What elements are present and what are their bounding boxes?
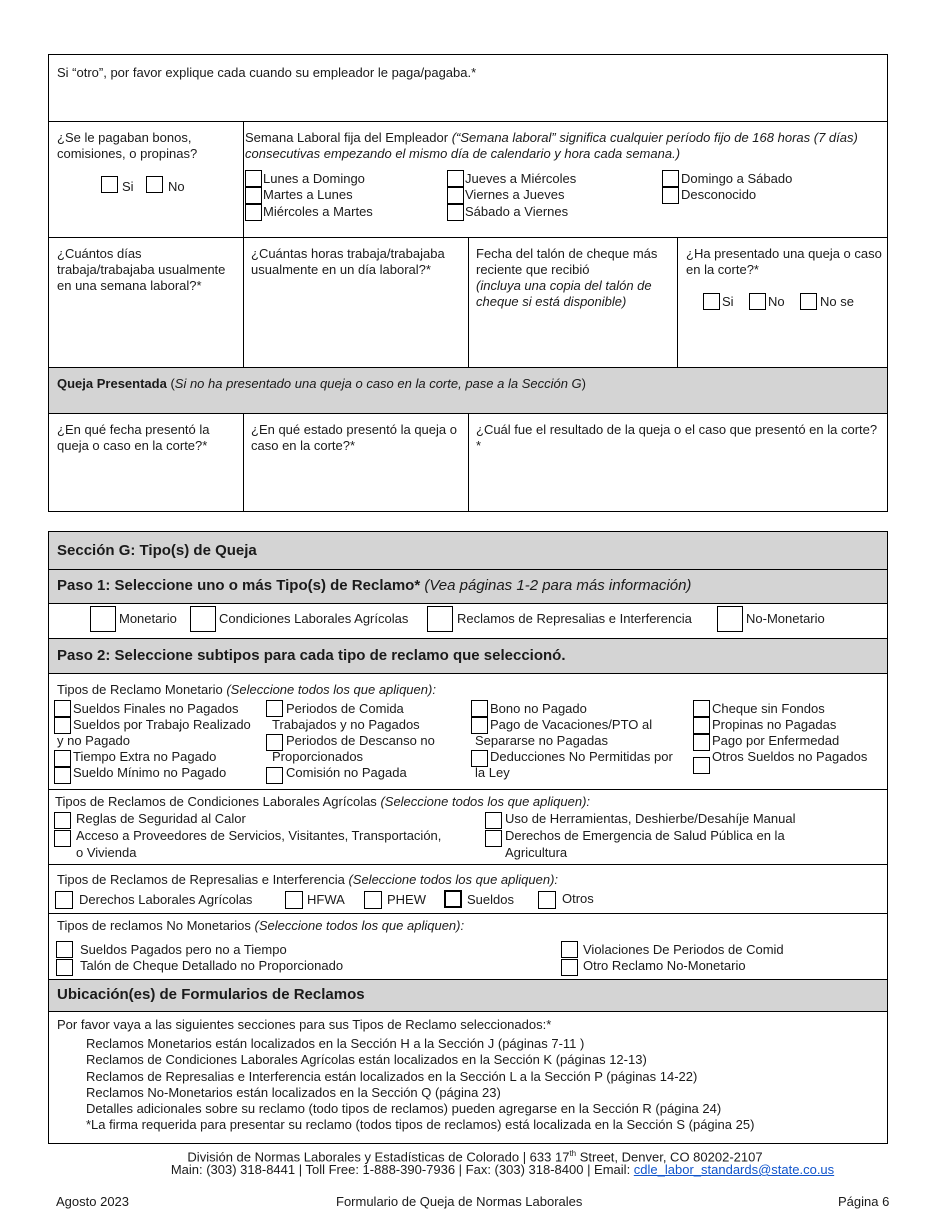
agricultural-subtypes-heading bbox=[55, 794, 590, 810]
hours-per-day-question: ¿Cuántas horas trabaja/trabajaba usualmente en un día laboral?* bbox=[251, 246, 445, 277]
monetary-title: Tipos de Reclamo Monetario bbox=[57, 682, 223, 697]
retaliation-subtypes-heading bbox=[57, 872, 558, 888]
complaint-si-checkbox[interactable] bbox=[703, 293, 720, 310]
location-line: Reclamos Monetarios están localizados en la Sección H a la Sección J (páginas 7-11 ) bbox=[86, 1036, 585, 1051]
footer-date: Agosto 2023 bbox=[56, 1194, 130, 1209]
monetary-checkbox-minimum-wage[interactable] bbox=[54, 767, 71, 784]
claim-form-locations-title: Ubicación(es) de Formularios de Reclamos bbox=[57, 986, 365, 1003]
workweek-title: Semana Laboral fija del Empleador bbox=[245, 130, 449, 145]
footer-page-number: Página 6 bbox=[838, 1194, 890, 1209]
paystub-label: Fecha del talón de cheque más reciente que recibió bbox=[476, 246, 658, 277]
agri-checkbox-access[interactable] bbox=[54, 830, 71, 847]
filed-complaint-title: Queja Presentada bbox=[57, 376, 167, 391]
org-address-sup: th bbox=[569, 1149, 577, 1158]
retaliation-option: Otros bbox=[562, 891, 594, 906]
workweek-option: Sábado a Viernes bbox=[465, 204, 569, 219]
bonus-no-label: No bbox=[168, 179, 185, 194]
retaliation-checkbox-wages[interactable] bbox=[444, 890, 462, 908]
monetary-option-cont: y no Pagado bbox=[57, 733, 131, 748]
agri-checkbox-heat-safety[interactable] bbox=[54, 812, 71, 829]
location-line: Reclamos de Condiciones Laborales Agrícolas están localizados en la Sección K (páginas 12-13) bbox=[86, 1052, 647, 1067]
footer-form-title: Formulario de Queja de Normas Laborales bbox=[336, 1194, 583, 1209]
monetary-option-cont: Trabajados y no Pagados bbox=[272, 717, 420, 732]
filed-date-question: ¿En qué fecha presentó la queja o caso en la corte?* bbox=[57, 422, 210, 453]
monetary-option: Pago por Enfermedad bbox=[712, 733, 840, 748]
complaint-nose-checkbox[interactable] bbox=[800, 293, 817, 310]
retaliation-checkbox-hfwa[interactable] bbox=[285, 891, 303, 909]
workweek-checkbox-sat-fri[interactable] bbox=[447, 204, 464, 221]
workweek-option: Lunes a Domingo bbox=[263, 171, 365, 186]
monetary-checkbox-sick-pay[interactable] bbox=[693, 734, 710, 751]
monetary-option: Comisión no Pagada bbox=[286, 765, 407, 780]
workweek-option: Miércoles a Martes bbox=[263, 204, 373, 219]
otro-explain-field[interactable] bbox=[52, 84, 882, 118]
location-line: Reclamos de Represalias e Interferencia están localizados en la Sección L a la Sección P (páginas 14-22) bbox=[86, 1069, 698, 1084]
email-link[interactable]: cdle_labor_standards@state.co.us bbox=[633, 1162, 835, 1177]
monetary-checkbox-vacation[interactable] bbox=[471, 717, 488, 734]
complaint-si-label: Si bbox=[722, 294, 734, 309]
monetary-checkbox-final-wages[interactable] bbox=[54, 700, 71, 717]
retaliation-option: Sueldos bbox=[467, 892, 514, 907]
step1-title: Paso 1: Seleccione uno o más Tipo(s) de Reclamo* bbox=[57, 577, 421, 594]
bonus-no-checkbox[interactable] bbox=[146, 176, 163, 193]
monetary-option-cont: Separarse no Pagadas bbox=[475, 733, 608, 748]
monetary-option: Periodos de Descanso no bbox=[286, 733, 435, 748]
step2-title: Paso 2: Seleccione subtipos para cada tipo de reclamo que seleccionó. bbox=[57, 647, 566, 664]
agri-option: Reglas de Seguridad al Calor bbox=[76, 811, 246, 826]
nonmon-option: Sueldos Pagados pero no a Tiempo bbox=[80, 942, 287, 957]
agri-option: Derechos de Emergencia de Salud Pública en la bbox=[505, 828, 785, 843]
monetary-checkbox-other-wages[interactable] bbox=[693, 757, 710, 774]
workweek-option: Domingo a Sábado bbox=[681, 171, 793, 186]
workweek-option: Desconocido bbox=[681, 187, 757, 202]
monetary-checkbox-bounced-check[interactable] bbox=[693, 700, 710, 717]
select-all-note: (Seleccione todos los que apliquen): bbox=[380, 794, 591, 809]
claim-type-label: Condiciones Laborales Agrícolas bbox=[219, 611, 409, 626]
monetary-option: Tiempo Extra no Pagado bbox=[73, 749, 217, 764]
monetary-option-cont: Proporcionados bbox=[272, 749, 364, 764]
days-per-week-question: ¿Cuántos días trabaja/trabajaba usualmente en una semana laboral?* bbox=[57, 246, 226, 293]
section-g-title: Sección G: Tipo(s) de Queja bbox=[57, 542, 257, 559]
select-all-note: (Seleccione todos los que apliquen): bbox=[226, 682, 436, 697]
complaint-nose-label: No se bbox=[820, 294, 854, 309]
workweek-checkbox-sun-sat[interactable] bbox=[662, 170, 679, 187]
monetary-checkbox-work-performed[interactable] bbox=[54, 717, 71, 734]
complaint-no-checkbox[interactable] bbox=[749, 293, 766, 310]
bonus-si-checkbox[interactable] bbox=[101, 176, 118, 193]
monetary-option: Cheque sin Fondos bbox=[712, 701, 825, 716]
nonmon-title: Tipos de reclamos No Monetarios bbox=[57, 918, 251, 933]
agri-option-cont: o Vivienda bbox=[76, 845, 137, 860]
monetary-checkbox-bonus[interactable] bbox=[471, 700, 488, 717]
select-all-note: (Seleccione todos los que apliquen): bbox=[254, 918, 465, 933]
monetary-checkbox-commission[interactable] bbox=[266, 767, 283, 784]
claim-type-label: No-Monetario bbox=[746, 611, 825, 626]
step1-note: (Vea páginas 1-2 para más información) bbox=[424, 577, 692, 594]
retaliation-checkbox-agri-rights[interactable] bbox=[55, 891, 73, 909]
org-address-a: División de Normas Laborales y Estadísticas de Colorado | 633 17 bbox=[187, 1149, 570, 1165]
filed-complaint-note: Si no ha presentado una queja o caso en la corte, pase a la Sección G bbox=[174, 376, 582, 391]
bonus-question: ¿Se le pagaban bonos, comisiones, o propinas? bbox=[57, 130, 198, 161]
monetary-option: Pago de Vacaciones/PTO al bbox=[490, 717, 653, 732]
complaint-no-label: No bbox=[768, 294, 785, 309]
monetary-checkbox-overtime[interactable] bbox=[54, 750, 71, 767]
location-line: Detalles adicionales sobre su reclamo (todo tipos de reclamos) pueden agregarse en la Sección R (página 24) bbox=[86, 1101, 722, 1116]
claim-type-nonmonetary-checkbox[interactable] bbox=[717, 606, 743, 632]
retaliation-option: HFWA bbox=[307, 892, 345, 907]
monetary-checkbox-tips[interactable] bbox=[693, 717, 710, 734]
claim-type-agricultural-checkbox[interactable] bbox=[190, 606, 216, 632]
workweek-checkbox-mon-sun[interactable] bbox=[245, 170, 262, 187]
select-all-note: (Seleccione todos los que apliquen): bbox=[348, 872, 559, 887]
agri-title: Tipos de Reclamos de Condiciones Laborales Agrícolas bbox=[55, 794, 377, 809]
workweek-checkbox-thu-wed[interactable] bbox=[447, 170, 464, 187]
workweek-note: (“Semana laboral” significa cualquier período fijo de 168 horas (7 días) consecutivas empezando el mismo día de calendario y hora cada semana.) bbox=[245, 130, 858, 161]
monetary-option: Propinas no Pagadas bbox=[712, 717, 837, 732]
nonmon-checkbox-meal-violations[interactable] bbox=[561, 941, 578, 958]
monetary-option: Bono no Pagado bbox=[490, 701, 587, 716]
agri-checkbox-emergency[interactable] bbox=[485, 830, 502, 847]
step1-heading bbox=[57, 578, 691, 594]
workweek-checkbox-tue-mon[interactable] bbox=[245, 187, 262, 204]
workweek-checkbox-wed-tue[interactable] bbox=[245, 204, 262, 221]
location-line: *La firma requerida para presentar su reclamo (todos tipos de reclamos) está localizada en la Sección S (página 25) bbox=[86, 1117, 755, 1132]
retaliation-checkbox-other[interactable] bbox=[538, 891, 556, 909]
bonus-si-label: Si bbox=[122, 179, 134, 194]
filed-result-question: ¿Cuál fue el resultado de la queja o el caso que presentó en la corte?* bbox=[476, 422, 878, 453]
claim-type-retaliation-checkbox[interactable] bbox=[427, 606, 453, 632]
monetary-option: Otros Sueldos no Pagados bbox=[712, 749, 868, 764]
nonmon-checkbox-paystub[interactable] bbox=[56, 959, 73, 976]
filed-complaint-heading: Queja Presentada (Si no ha presentado una queja o caso en la corte, pase a la Sección G) bbox=[57, 376, 587, 391]
agri-option: Acceso a Proveedores de Servicios, Visitantes, Transportación, bbox=[76, 828, 442, 843]
monetary-checkbox-meal-periods[interactable] bbox=[266, 700, 283, 717]
agri-option: Uso de Herramientas, Deshierbe/Desahíje Manual bbox=[505, 811, 796, 826]
nonmon-checkbox-late-wages[interactable] bbox=[56, 941, 73, 958]
nonmonetary-subtypes-heading bbox=[57, 918, 464, 934]
monetary-option: Sueldos por Trabajo Realizado bbox=[73, 717, 251, 732]
monetary-option: Sueldos Finales no Pagados bbox=[73, 701, 239, 716]
nonmon-option: Otro Reclamo No-Monetario bbox=[583, 958, 746, 973]
footer-contact-line bbox=[0, 1162, 950, 1178]
monetary-option: Deducciones No Permitidas por bbox=[490, 749, 673, 764]
claim-type-monetary-checkbox[interactable] bbox=[90, 606, 116, 632]
complaint-filed-question: ¿Ha presentado una queja o caso en la corte?* bbox=[686, 246, 882, 277]
workweek-option: Martes a Lunes bbox=[263, 187, 353, 202]
otro-explain-label: Si “otro”, por favor explique cada cuando su empleador le paga/pagaba.* bbox=[57, 65, 477, 80]
workweek-checkbox-unknown[interactable] bbox=[662, 187, 679, 204]
location-line: Reclamos No-Monetarios están localizados en la Sección Q (página 23) bbox=[86, 1085, 501, 1100]
paystub-date-question bbox=[476, 246, 672, 310]
agri-checkbox-tools[interactable] bbox=[485, 812, 502, 829]
agri-option-cont: Agricultura bbox=[505, 845, 568, 860]
org-address-b: Street, Denver, CO 80202-2107 bbox=[576, 1149, 763, 1165]
nonmon-checkbox-other[interactable] bbox=[561, 959, 578, 976]
retaliation-option: PHEW bbox=[387, 892, 426, 907]
retaliation-checkbox-phew[interactable] bbox=[364, 891, 382, 909]
workweek-option: Viernes a Jueves bbox=[465, 187, 565, 202]
nonmon-option: Violaciones De Periodos de Comid bbox=[583, 942, 784, 957]
nonmon-option: Talón de Cheque Detallado no Proporcionado bbox=[80, 958, 344, 973]
monetary-option-cont: la Ley bbox=[475, 765, 510, 780]
claim-type-label: Reclamos de Represalias e Interferencia bbox=[457, 611, 692, 626]
workweek-option: Jueves a Miércoles bbox=[465, 171, 577, 186]
filed-state-question: ¿En qué estado presentó la queja o caso en la corte?* bbox=[251, 422, 457, 453]
monetary-option: Sueldo Mínimo no Pagado bbox=[73, 765, 227, 780]
retaliation-title: Tipos de Reclamos de Represalias e Interferencia bbox=[57, 872, 345, 887]
paystub-note: (incluya una copia del talón de cheque si está disponible) bbox=[476, 278, 652, 309]
locations-intro: Por favor vaya a las siguientes secciones para sus Tipos de Reclamo seleccionados:* bbox=[57, 1017, 552, 1032]
monetary-subtypes-heading bbox=[57, 682, 436, 698]
monetary-option: Periodos de Comida bbox=[286, 701, 404, 716]
workweek-checkbox-fri-thu[interactable] bbox=[447, 187, 464, 204]
claim-type-label: Monetario bbox=[119, 611, 177, 626]
retaliation-option: Derechos Laborales Agrícolas bbox=[79, 892, 253, 907]
workweek-label bbox=[245, 130, 885, 162]
contact-numbers: Main: (303) 318-8441 | Toll Free: 1-888-390-7936 | Fax: (303) 318-8400 | Email: bbox=[170, 1162, 634, 1177]
